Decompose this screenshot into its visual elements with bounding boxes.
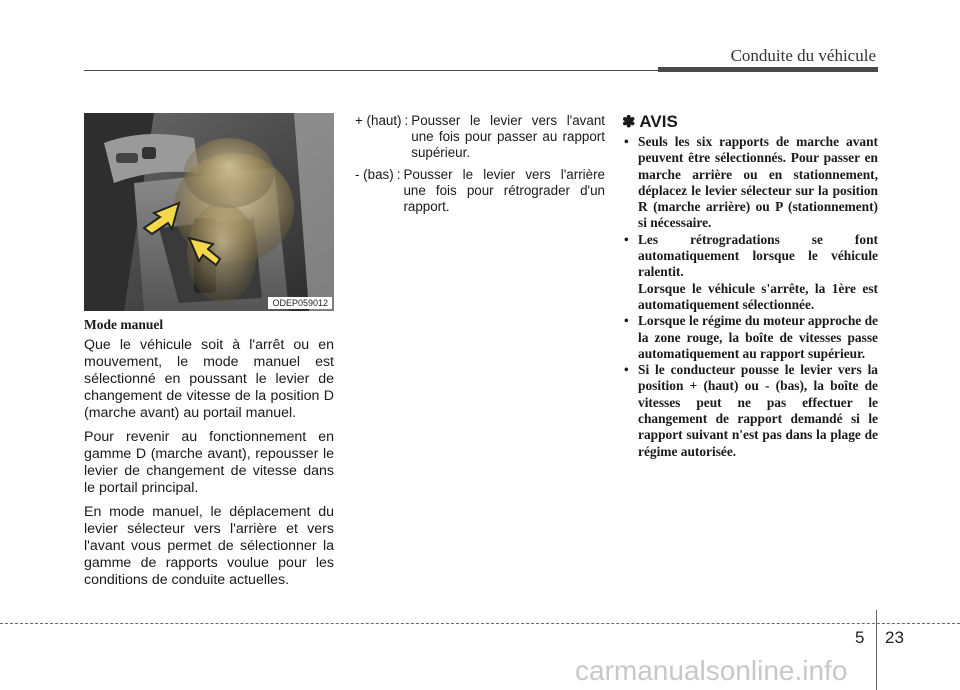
footer-rule	[0, 623, 960, 624]
notice-box	[622, 112, 878, 460]
definition-separator: :	[396, 167, 401, 182]
paragraph: Pour revenir au fonctionnement en gamme D (marche avant), repousser le levier de changement de vitesse dans le portail principal.	[84, 429, 334, 496]
manual-mode-section	[84, 316, 334, 596]
bullet-icon: •	[624, 362, 629, 378]
paragraph: En mode manuel, le déplacement du levier sélecteur vers l'arrière et vers l'avant vous permet de sélectionner la gamme de rapports voulue pour les conditions de conduite actuelles.	[84, 504, 334, 588]
notice-item	[622, 134, 878, 232]
notice-item	[622, 362, 878, 460]
notice-item	[622, 313, 878, 362]
definition-text: Pousser le levier vers l'arrière une fois pour rétrograder d'un rapport.	[403, 167, 605, 214]
notice-star-icon: ✽	[622, 114, 636, 131]
shift-definitions	[355, 113, 605, 221]
bullet-icon: •	[624, 231, 629, 247]
header-rule-accent	[658, 67, 878, 72]
definition-term: - (bas)	[355, 167, 394, 182]
gear-shifter-illustration	[84, 113, 334, 311]
bullet-icon: •	[624, 134, 629, 149]
notice-title-text: AVIS	[639, 112, 678, 131]
definition-item	[355, 167, 605, 215]
chapter-number: 5	[855, 628, 865, 647]
footer-divider	[876, 610, 877, 690]
notice-item-text: Seuls les six rapports de marche avant peuvent être sélectionnés. Pour passer en marche arrière ou en stationnement, déplacez le levier sélecteur sur la position R (marche arrière) ou P (stationnement) si nécessaire.	[638, 134, 878, 231]
definition-text: Pousser le levier vers l'avant une fois pour passer au rapport supérieur.	[411, 113, 605, 160]
figure-code: ODEP059012	[268, 297, 332, 309]
notice-item	[622, 232, 878, 313]
watermark: carmanualsonline.info	[575, 655, 848, 686]
notice-item-text: Si le conducteur pousse le levier vers la position + (haut) ou - (bas), la boîte de vitesses peut ne pas effectuer le changement de rapport demandé si le rapport suivant n'est pas dans la plage de régime autorisée.	[638, 362, 878, 459]
notice-list	[622, 134, 878, 460]
bullet-icon: •	[624, 313, 629, 329]
notice-title	[622, 112, 878, 132]
paragraph: Que le véhicule soit à l'arrêt ou en mouvement, le mode manuel est sélectionné en poussant le levier de changement de vitesse de la position D (marche avant) au portail manuel.	[84, 337, 334, 421]
notice-item-text: Lorsque le régime du moteur approche de la zone rouge, la boîte de vitesses passe automatiquement au rapport supérieur.	[638, 313, 878, 361]
definition-term: + (haut)	[355, 113, 402, 128]
section-heading: Mode manuel	[84, 317, 164, 332]
notice-item-extra: Lorsque le véhicule s'arrête, la 1ère est automatiquement sélectionnée.	[638, 280, 878, 312]
definition-separator: :	[404, 113, 409, 128]
definition-item	[355, 113, 605, 161]
gear-shifter-photo	[84, 113, 334, 311]
notice-item-text: Les rétrogradations se font automatiquement lorsque le véhicule ralentit.	[638, 231, 878, 280]
section-title: Conduite du véhicule	[730, 46, 876, 65]
header-rule	[84, 70, 658, 71]
page-number: 23	[885, 628, 904, 647]
